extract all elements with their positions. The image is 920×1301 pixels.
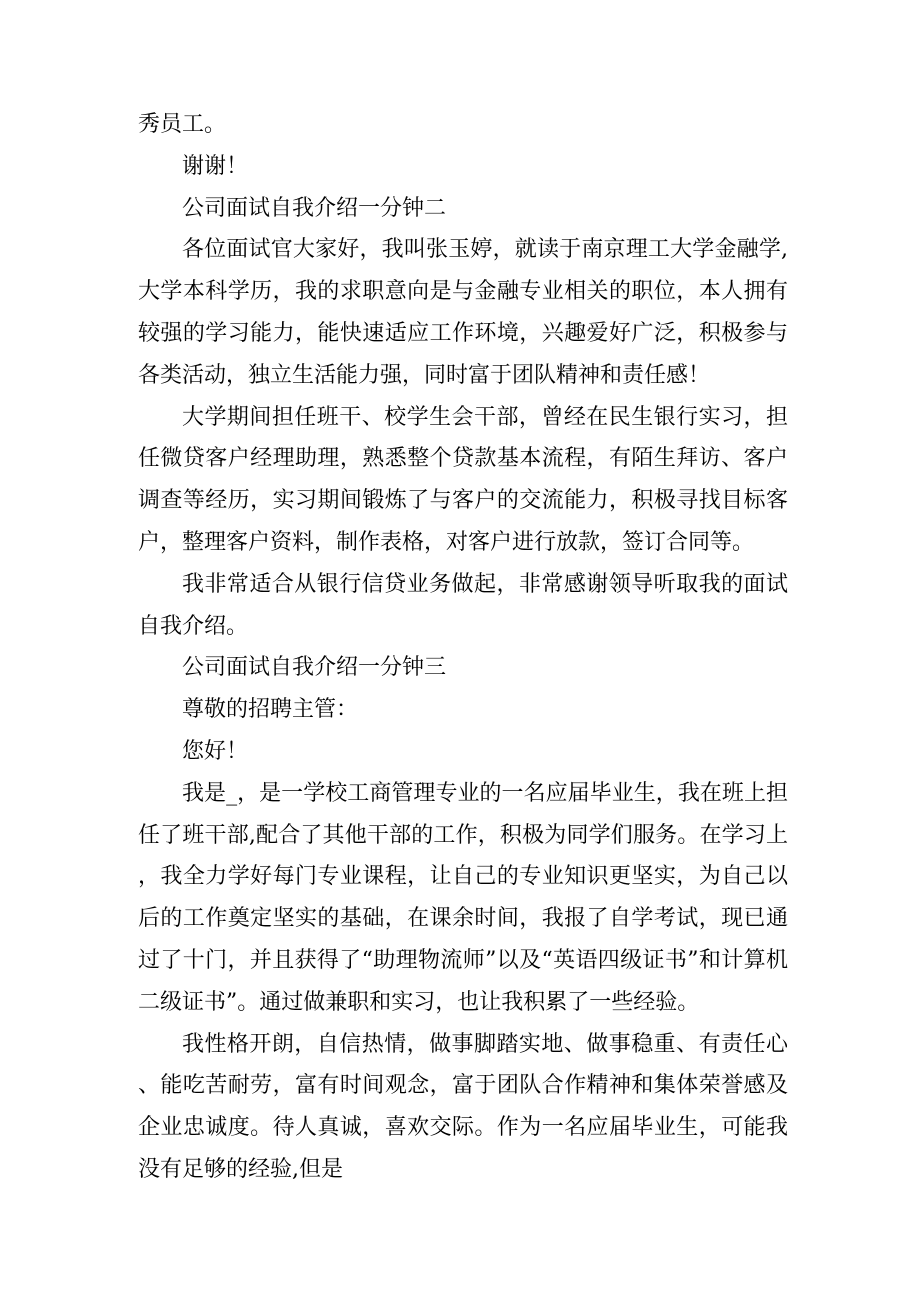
paragraph-thanks: 谢谢！ (182, 153, 249, 179)
document-body (138, 104, 788, 1191)
paragraph-closing-line: 秀员工。 (138, 112, 227, 137)
paragraph-career-goal: 我非常适合从银行信贷业务做起，非常感谢领导听取我的面试自我介绍。 (138, 571, 788, 639)
greeting: 您好！ (182, 738, 249, 764)
paragraph-university-experience: 大学期间担任班干、校学生会干部，曾经在民生银行实习，担任微贷客户经理助理，熟悉整个贷款基本流程，有陌生拜访、客户调查等经历，实习期间锻炼了与客户的交流能力，积极寻找目标客户，整理客户资料，制作表格，对客户进行放款，签订合同等。 (138, 404, 788, 555)
section-heading-three: 公司面试自我介绍一分钟三 (182, 655, 447, 681)
paragraph-study-background: 我是_，是一学校工商管理专业的一名应届毕业生，我在班上担任了班干部,配合了其他干部的工作，积极为同学们服务。在学习上，我全力学好每门专业课程，让自己的专业知识更坚实，为自己以后的工作奠定坚实的基础，在课余时间，我报了自学考试，现已通过了十门，并且获得了“助理物流师”以及“英语四级证书”和计算机二级证书”。通过做兼职和实习，也让我积累了一些经验。 (138, 780, 788, 1015)
salutation: 尊敬的招聘主管： (182, 697, 359, 723)
paragraph-personality: 我性格开朗，自信热情，做事脚踏实地、做事稳重、有责任心、能吃苦耐劳，富有时间观念，富于团队合作精神和集体荣誉感及企业忠诚度。待人真诚，喜欢交际。作为一名应届毕业生，可能我没有足够的经验,但是 (138, 1031, 788, 1182)
section-heading-two: 公司面试自我介绍一分钟二 (182, 195, 447, 221)
paragraph-self-intro: 各位面试官大家好，我叫张玉婷，就读于南京理工大学金融学,大学本科学历，我的求职意向是与金融专业相关的职位，本人拥有较强的学习能力，能快速适应工作环境，兴趣爱好广泛，积极参与各类活动，独立生活能力强，同时富于团队精神和责任感！ (138, 237, 788, 388)
